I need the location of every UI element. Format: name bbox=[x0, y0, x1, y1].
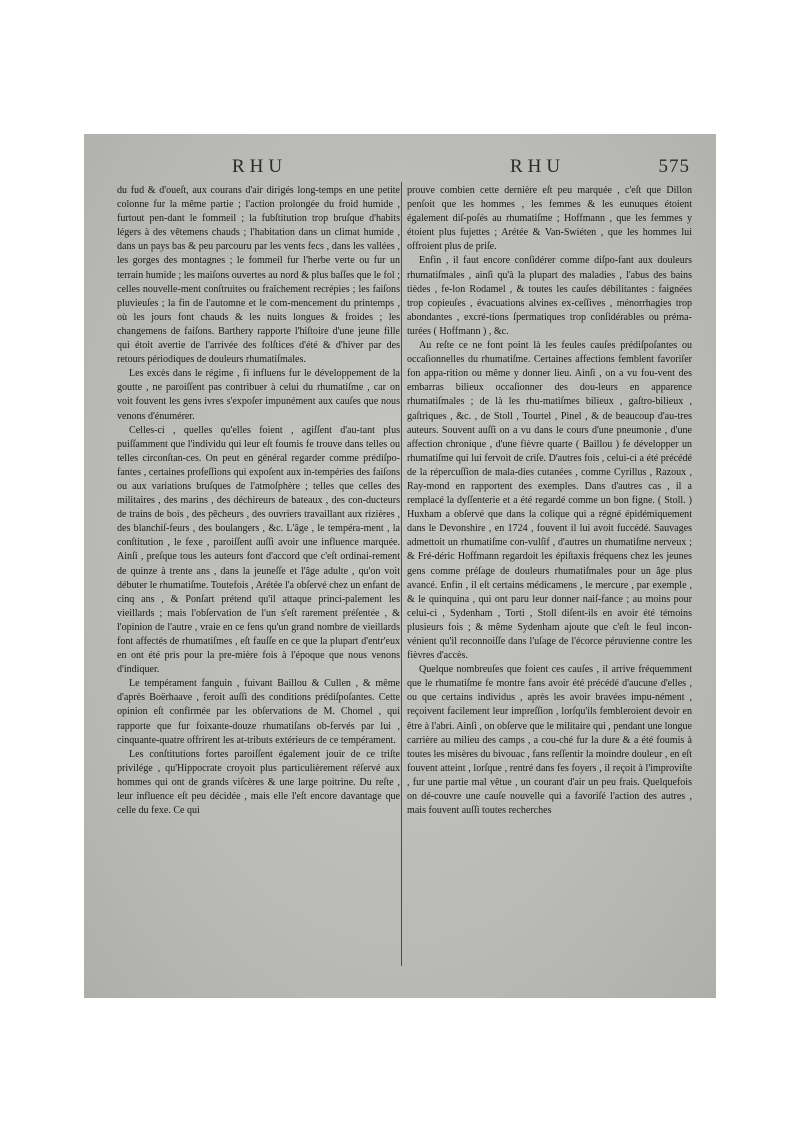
running-head-left: RHU bbox=[232, 156, 288, 177]
paragraph: Enfin , il faut encore conſidérer comme diſpo-fant aux douleurs rhumatiſmales , ainſi qu'à la plupart des maladies , l'abus des bains tièdes , fe-lon Rodamel , & toutes les cauſes débilitantes : faignées trop copieuſes , évacuations alvines ex-ceſſives , ménorrhagies trop abondantes , excré-tions ſpermatiques trop conſidérables ou préma-turées ( Hoffmann ) , &c. bbox=[407, 255, 692, 337]
paragraph: du fud & d'oueſt, aux courans d'air dirigés long-temps en une petite colonne fur la même partie ; l'action prolongée du froid humide , furtout pen-dant le fommeil ; la fubſtitution trop bruſque d'habits légers à des vêtemens chauds ; l'habitation dans un climat humide , dans un pays bas & peu parcouru par les vents fecs , dans les vallées , les gorges des montagnes ; le fommeil fur l'herbe verte ou fur un terrain humide ; les maiſons ouvertes au nord & plus baſſes que le fol ; celles nouvelle-ment conſtruites ou fraîchement recrépies ; les faiſons pluvieuſes ; la fin de l'automne et le com-mencement du printemps , où les jours font chauds & les nuits longues & froides ; les changemens de faiſons. Barthery rapporte l'hiſtoire d'une jeune fille qui étoit avertie de l'arrivée des folſtices d'été & d'hiver par des retours périodiques de douleurs rhumatiſmales. bbox=[117, 185, 400, 366]
paragraph: Les excès dans le régime , fi influens fur le développement de la goutte , ne paroiſſent pas contribuer à celui du rhumatiſme , car on voit fouvent les gens ivres s'expoſer impunément aux cauſes que nous venons d'énumérer. bbox=[117, 368, 400, 422]
paragraph: Quelque nombreuſes que foient ces cauſes , il arrive fréquemment que le rhumatiſme fe montre fans avoir été précédé d'aucune d'elles , ou que certains individus , après les avoir bravées impu-nément , reçoivent facilement leur impreſſion , lorſqu'ils fembleroient devoir en être à l'abri. Ainſi , on obſerve que le militaire qui , pendant une longue carrière au milieu des camps , a cou-ché fur la dure & a été foumis à toutes les misères du bivouac , fans reſſentir la moindre douleur , en eſt fouvent atteint , lorſque , rentré dans fes foyers , il reçoit à l'improviſte , fur une partie mal vêtue , un courant d'air un peu frais. Quelquefois on dé-couvre une cauſe nouvelle qui a favoriſé l'action des autres , mais fouvent auſſi toutes recherches bbox=[407, 664, 692, 817]
running-head-right: RHU bbox=[510, 156, 566, 177]
paragraph: Le tempérament fanguin , fuivant Baillou & Cullen , & même d'après Boërhaave , feroit auſſi des conditions prédiſpoſantes. Cette opinion eſt confirmée par les obſervations de M. Chomel , qui rapporte que fur foixante-douze rhumatiſans ob-fervés par lui , cinquante-quatre offrirent les at-tributs extérieurs de ce tempérament. bbox=[117, 678, 400, 746]
paragraph: Au reſte ce ne font point là les feules cauſes prédiſpoſantes ou occaſionnelles du rhumatiſme. Certaines affections femblent favoriſer fon appa-rition ou même y donner lieu. Ainſi , on a vu fou-vent des embarras bilieux occaſionner des dou-leurs en apparence rhumatiſmales ; de là les rhu-matiſmes bilieux , gaſtro-bilieux , gaſtriques , &c. , de Stoll , Tourtel , Pinel , & de beaucoup d'au-tres auteurs. Souvent auſſi on a vu dans le cours d'une pneumonie , d'une affection chronique , d'une fièvre quarte ( Baillou ) fe développer un rhumatiſme qui lui fervoit de criſe. D'autres fois , celui-ci a été précédé de la répercuſſion de mala-dies cutanées , comme Cyrillus , Razoux , Ray-mond en rapportent des exemples. Dans d'autres cas , il a remplacé la dyſſenterie et a été regardé comme un bon figne. ( Stoll. ) Huxham a obſervé que dans la colique qui a régné épidémiquement dans le Devonshire , en 1724 , fouvent il lui avoit fuccédé. Sauvages admettoit un rhumatiſme con-vulſif , d'autres un rhumatiſme nerveux ; & Fré-déric Hoffmann regardoit les épiſtaxis fréquens chez les jeunes gens comme préſage de douleurs rhumatiſmales pour un âge plus avancé. Enfin , il eſt certains médicamens , le mercure , par exemple , & le quinquina , qui ont paru leur donner naiſ-fance ; au moins pour celui-ci , Sydenham , Torti , Stoll diſent-ils en avoir été témoins plusieurs fois ; & même Sydenham ajoute que c'eſt le feul incon-vénient qu'il reconnoiſſe dans l'uſage de l'écorce péruvienne contre les fièvres d'accès. bbox=[407, 340, 692, 662]
right-column bbox=[407, 184, 692, 818]
paragraph: Les conſtitutions fortes paroiſſent également jouir de ce triſte privilége , qu'Hippocrate croyoit plus particulièrement réſervé aux hommes qui ont de grands viſcères & une large poitrine. Du reſte , leur influence eſt peu décidée , mais elle l'eſt encore davantage que celle du fexe. Ce qui bbox=[117, 748, 400, 817]
paragraph: Celles-ci , quelles qu'elles foient , agiſſent d'au-tant plus puiſſamment que l'individu qui leur eſt foumis fe trouve dans telles ou telles circonſtan-ces. On peut en général regarder comme prédiſpo-fantes , certaines profeſſions qui expoſent aux in-tempéries des faiſons ou aux variations bruſques de l'atmoſphère ; telles que celles des militaires , des marins , des déchireurs de bateaux , des con-ducteurs de trains de bois , des pêcheurs , des ouvriers travaillant aux rizières , des blanchiſ-feurs , des boulangers , &c. L'âge , le tempéra-ment , la conſtitution , le fexe , paroiſſent auſſi avoir une influence marquée. Ainſi , preſque tous les auteurs font d'accord que c'eſt ordinai-rement de quinze à trente ans , dans la jeuneſſe et l'âge adulte , qu'on voit débuter le rhumatiſme. Toutefois , Arétée l'a obſervé chez un enfant de cinq ans , & Ponſart prétend qu'il attaque princi-palement les vieillards ; mais l'obſervation de l'un s'eſt rarement préſentée , & l'opinion de l'autre , vraie en ce fens qu'un grand nombre de vieillards font affectés de rhumatiſmes , eſt fauſſe en ce que la plupart d'entr'eux en ont été pris pour la pre-mière fois à l'époque que nous venons d'indiquer. bbox=[117, 424, 400, 676]
paragraph: prouve combien cette dernière eſt peu marquée , c'eſt que Dillon penſoit que les hommes , les femmes & les eunuques étoient également diſ-poſés au rhumatiſme ; Hoffmann , que les femmes y étoient plus fujettes ; Arétée & Van-Swiéten , que les hommes lui offroient plus de priſe. bbox=[407, 185, 692, 253]
scanned-page bbox=[84, 134, 716, 998]
page-number: 575 bbox=[658, 156, 690, 177]
column-divider bbox=[401, 182, 402, 966]
left-column bbox=[117, 184, 400, 818]
